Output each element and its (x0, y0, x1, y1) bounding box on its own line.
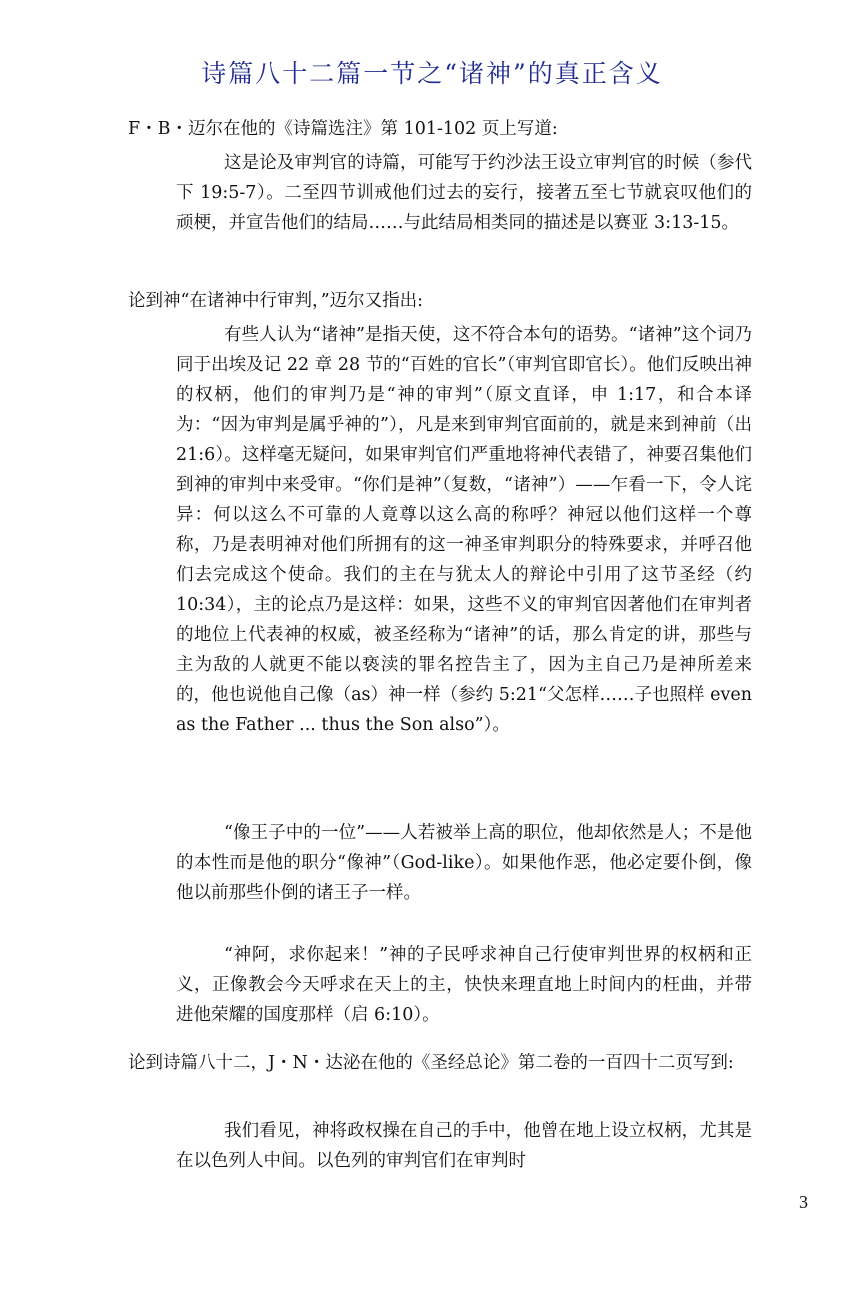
page-title: 诗篇八十二篇一节之“诸神”的真正含义 (201, 59, 663, 88)
block-quote: “神阿，求你起来！”神的子民呼求神自己行使审判世界的权柄和正义，正像教会今天呼求在天上的主，快快来理直地上时间内的枉曲，并带进他荣耀的国度那样（启 6:10）。 (176, 945, 752, 1025)
intro-paragraph: F・B・迈尔在他的《诗篇选注》第 101-102 页上写道: (128, 119, 558, 139)
body-paragraph: 论到诗篇八十二，J・N・达泌在他的《圣经总论》第二卷的一百四十二页写到: (128, 1053, 734, 1073)
block-quote: 这是论及审判官的诗篇，可能写于约沙法王设立审判官的时候（参代下 19:5-7）。二至四节训戒他们过去的妄行，接著五至七节就哀叹他们的顽梗，并宣告他们的结局……与此结局相类同的描述是以赛亚 3:13-15。 (176, 153, 752, 233)
page-number: 3 (799, 1192, 808, 1212)
intro-paragraph: 论到神“在诸神中行审判，”迈尔又指出: (128, 291, 424, 311)
block-quote: “像王子中的一位”——人若被举上高的职位，他却依然是人；不是他的本性而是他的职分“像神”（God-like）。如果他作恶，他必定要仆倒，像他以前那些仆倒的诸王子一样。 (176, 823, 752, 903)
block-quote: 有些人认为“诸神”是指天使，这不符合本句的语势。“诸神”这个词乃同于出埃及记 22 章 28 节的“百姓的官长”（审判官即官长）。他们反映出神的权柄，他们的审判乃是“神的审判”（原文直译，申 1:17，和合本译为：“因为审判是属乎神的”），凡是来到审判官面前的，就是来到神前（出 21:6）。这样毫无疑问，如果审判官们严重地将神代表错了，神要召集他们到神的审判中来受审。“你们是神”（复数，“诸神”）——乍看一下，令人诧异：何以这么不可靠的人竟尊以这么高的称呼？神冠以他们这样一个尊称，乃是表明神对他们所拥有的这一神圣审判职分的特殊要求，并呼召他们去完成这个使命。我们的主在与犹太人的辩论中引用了这节圣经（约 10:34），主的论点乃是这样：如果，这些不义的审判官因著他们在审判者的地位上代表神的权威，被圣经称为“诸神”的话，那么肯定的讲，那些与主为敌的人就更不能以亵渎的罪名控告主了，因为主自己乃是神所差来的，他也说他自己像（as）神一样（参约 5:21“父怎样……子也照样 even as the Father ... thus the Son also”）。 (176, 325, 752, 735)
block-quote: 我们看见，神将政权操在自己的手中，他曾在地上设立权柄，尤其是在以色列人中间。以色列的审判官们在审判时 (176, 1121, 752, 1171)
